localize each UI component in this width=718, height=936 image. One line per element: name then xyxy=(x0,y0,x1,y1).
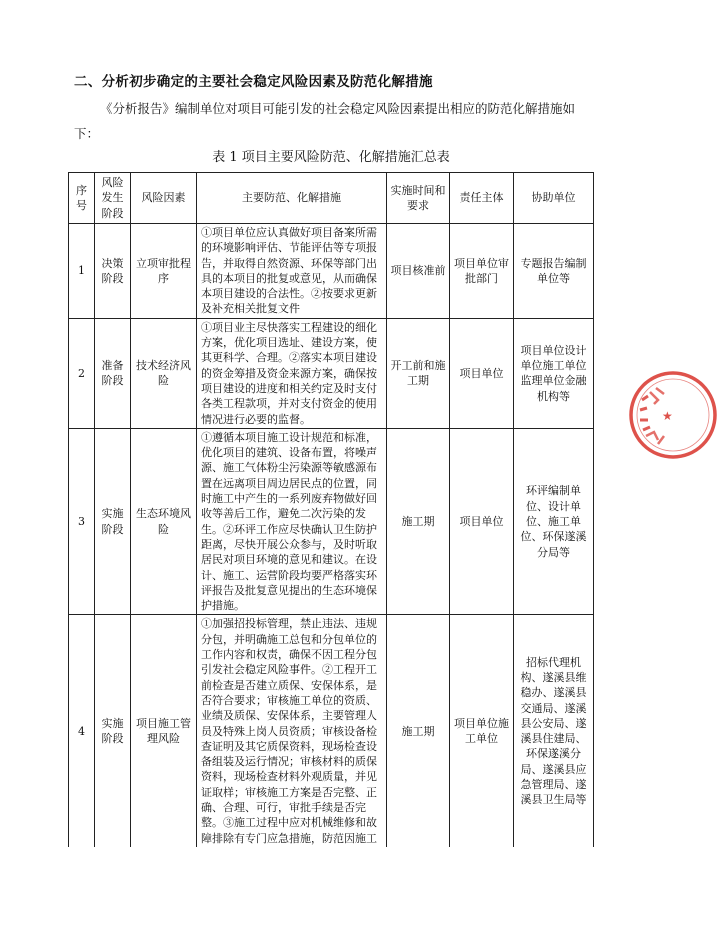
row-measures: ①遵循本项目施工设计规范和标准，优化项目的建筑、设备布置，将噪声源、施工气体粉尘污染源等敏感源布置在远离项目周边居民点的位置，同时施工中产生的一系列废弃物做好回收等善后工作，避免二次污染的发生。②环评工作应尽快确认卫生防护距离，尽快开展公众参与，及时听取居民对项目环境的意见和建议。在设计、施工、运营阶段均要严格落实环评报告及批复意见提出的生态环境保护措施。 xyxy=(197,428,387,615)
row-timing: 施工期 xyxy=(387,615,450,847)
row-no: 2 xyxy=(69,318,95,428)
header-no: 序号 xyxy=(69,173,95,224)
row-measures: ①加强招投标管理，禁止违法、违规分包，并明确施工总包和分包单位的工作内容和权责，确保不因工程分包引发社会稳定风险事件。②工程开工前检查是否建立质保、安保体系，是否符合要求；审核施工单位的资质、业绩及质保、安保体系，主要管理人员及特殊上岗人员资质；审核设备检查证明及其它质保资料，现场检查设备组装及运行情况；审核材料的质保资料，现场检查材料外观质量，并见证取样；审核施工方案是否完整、正确、合理、可行，审批手续是否完整。③施工过程中应对机械维修和故障排除有专门应急措施，防范因施工 xyxy=(197,615,387,847)
risk-measures-table xyxy=(68,172,594,847)
table-row xyxy=(69,428,594,615)
row-no: 4 xyxy=(69,615,95,847)
row-factor: 生态环境风险 xyxy=(131,428,197,615)
table-row xyxy=(69,224,594,319)
intro-paragraph: 《分析报告》编制单位对项目可能引发的社会稳定风险因素提出相应的防范化解措施如下： xyxy=(74,101,576,141)
row-responsible: 项目单位 xyxy=(450,318,514,428)
section-heading: 二、分析初步确定的主要社会稳定风险因素及防范化解措施 xyxy=(74,74,433,90)
row-no: 3 xyxy=(69,428,95,615)
row-responsible: 项目单位审批部门 xyxy=(450,224,514,319)
row-measures: ①项目单位应认真做好项目备案所需的环境影响评估、节能评估等专项报告，并取得自然资源、环保等部门出具的本项目的批复或意见，从而确保本项目建设的合法性。②按要求更新及补充相关批复文件 xyxy=(197,224,387,319)
row-no: 1 xyxy=(69,224,95,319)
svg-text:★: ★ xyxy=(662,409,673,423)
header-measures: 主要防范、化解措施 xyxy=(197,173,387,224)
header-stage: 风险发生阶段 xyxy=(95,173,131,224)
row-factor: 项目施工管理风险 xyxy=(131,615,197,847)
row-assist: 项目单位设计单位施工单位监理单位金融机构等 xyxy=(514,318,594,428)
header-responsible: 责任主体 xyxy=(450,173,514,224)
table-row xyxy=(69,615,594,847)
row-responsible: 项目单位施工单位 xyxy=(450,615,514,847)
row-factor: 技术经济风险 xyxy=(131,318,197,428)
row-timing: 项目核准前 xyxy=(387,224,450,319)
header-timing: 实施时间和要求 xyxy=(387,173,450,224)
header-assist: 协助单位 xyxy=(514,173,594,224)
row-stage: 实施阶段 xyxy=(95,615,131,847)
row-stage: 决策阶段 xyxy=(95,224,131,319)
header-factor: 风险因素 xyxy=(131,173,197,224)
row-stage: 准备阶段 xyxy=(95,318,131,428)
row-assist: 招标代理机构、遂溪县维稳办、遂溪县交通局、遂溪县公安局、遂溪县住建局、环保遂溪分局、遂溪县应急管理局、遂溪县卫生局等 xyxy=(514,615,594,847)
table-caption: 表 1 项目主要风险防范、化解措施汇总表 xyxy=(212,150,450,165)
row-assist: 专题报告编制单位等 xyxy=(514,224,594,319)
row-assist: 环评编制单位、设计单位、施工单位、环保遂溪分局等 xyxy=(514,428,594,615)
table-row xyxy=(69,318,594,428)
row-measures: ①项目业主尽快落实工程建设的细化方案，优化项目选址、建设方案，使其更科学、合理。②落实本项目建设的资金筹措及资金来源方案，确保按项目建设的进度和相关约定及时支付各类工程款项，并对支付资金的使用情况进行必要的监督。 xyxy=(197,318,387,428)
row-factor: 立项审批程序 xyxy=(131,224,197,319)
row-stage: 实施阶段 xyxy=(95,428,131,615)
row-responsible: 项目单位 xyxy=(450,428,514,615)
row-timing: 施工期 xyxy=(387,428,450,615)
row-timing: 开工前和施工期 xyxy=(387,318,450,428)
table-header-row xyxy=(69,173,594,224)
seal-stamp-icon xyxy=(628,370,718,460)
